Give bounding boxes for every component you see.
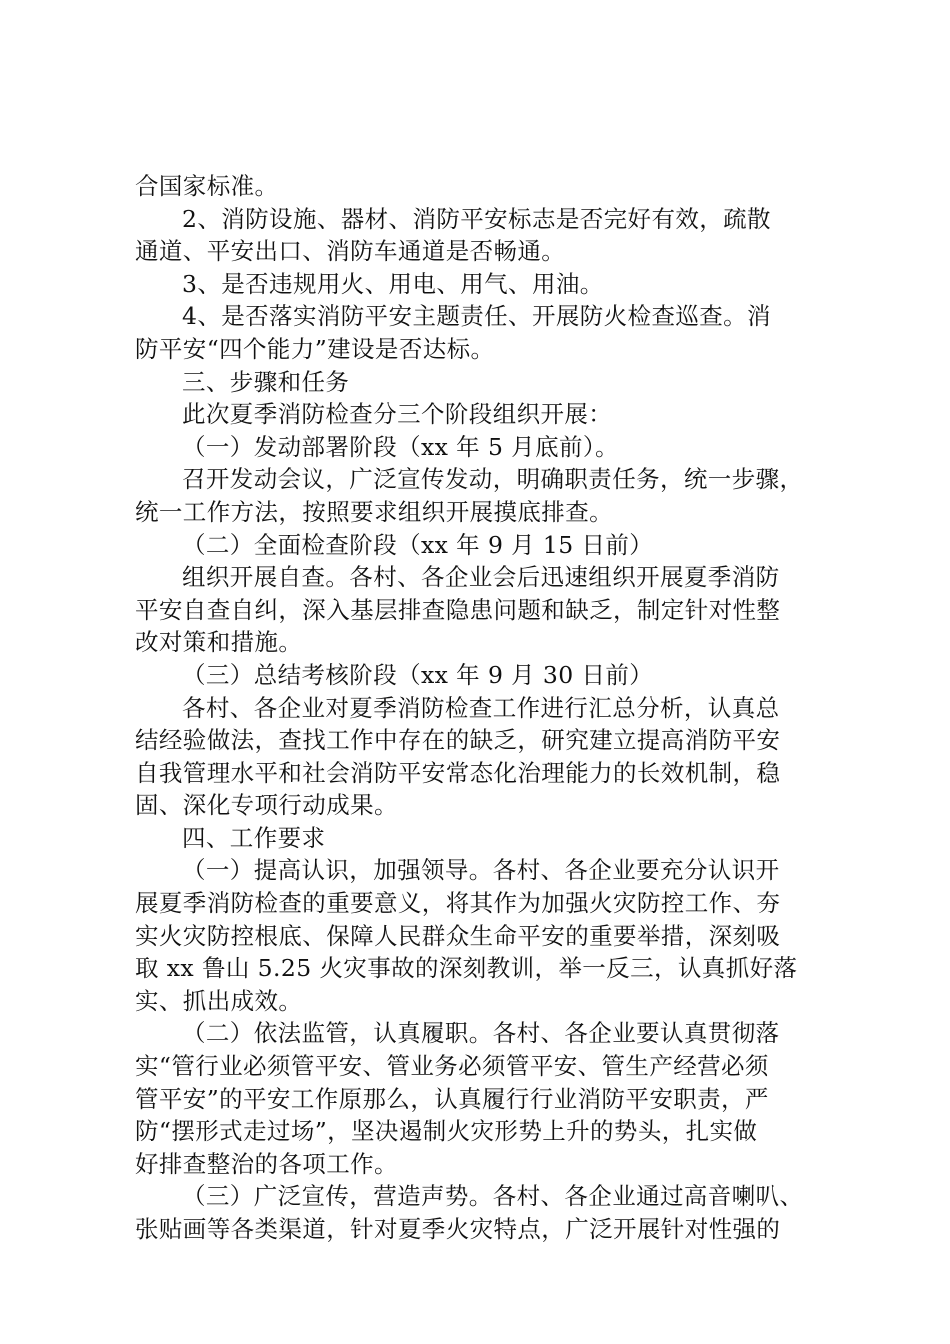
text-line: 通道、平安出口、消防车通道是否畅通。 — [135, 237, 566, 266]
text-line: 改对策和措施。 — [135, 628, 303, 657]
text-line: 好排查整治的各项工作。 — [135, 1149, 398, 1178]
text-line: 四、工作要求 — [182, 823, 326, 852]
text-line: 3、是否违规用火、用电、用气、用油。 — [182, 269, 604, 298]
text-line: 实“管行业必须管平安、管业务必须管平安、管生产经营必须 — [135, 1052, 769, 1081]
text-line: 合国家标准。 — [135, 172, 279, 200]
text-line: 防平安“四个能力”建设是否达标。 — [135, 334, 495, 363]
text-line: 实火灾防控根底、保障人民群众生命平安的重要举措，深刻吸 — [135, 921, 781, 950]
text-line: 召开发动会议，广泛宣传发动，明确职责任务，统一步骤， — [182, 465, 804, 494]
text-line: 平安自查自纠，深入基层排查隐患问题和缺乏，制定针对性整 — [135, 595, 781, 624]
document-body — [135, 170, 825, 1246]
text-line: 防“摆形式走过场”，坚决遏制火灾形势上升的势头，扎实做 — [135, 1117, 758, 1146]
text-line: 展夏季消防检查的重要意义，将其作为加强火灾防控工作、夯 — [135, 889, 781, 918]
text-line: 组织开展自查。各村、各企业会后迅速组织开展夏季消防 — [182, 563, 780, 592]
text-line: 实、抓出成效。 — [135, 986, 303, 1015]
text-line: 自我管理水平和社会消防平安常态化治理能力的长效机制，稳 — [135, 758, 781, 787]
text-line: 2、消防设施、器材、消防平安标志是否完好有效，疏散 — [182, 204, 771, 233]
text-line: （二）全面检查阶段（xx 年 9 月 15 日前） — [182, 530, 654, 559]
text-line: 结经验做法，查找工作中存在的缺乏，研究建立提高消防平安 — [135, 726, 781, 755]
text-line: 取 xx 鲁山 5.25 火灾事故的深刻教训，举一反三，认真抓好落 — [135, 954, 798, 983]
text-line: （二）依法监管，认真履职。各村、各企业要认真贯彻落 — [182, 1019, 780, 1048]
text-line: 4、是否落实消防平安主题责任、开展防火检查巡查。消 — [182, 302, 771, 331]
text-line: （一）发动部署阶段（xx 年 5 月底前）。 — [182, 432, 619, 461]
text-line: （三）总结考核阶段（xx 年 9 月 30 日前） — [182, 660, 654, 689]
text-line: 统一工作方法，按照要求组织开展摸底排查。 — [135, 497, 613, 526]
text-line: 此次夏季消防检查分三个阶段组织开展： — [182, 400, 613, 429]
text-line: 三、步骤和任务 — [182, 367, 350, 396]
text-line: （一）提高认识，加强领导。各村、各企业要充分认识开 — [182, 856, 780, 885]
text-line: 张贴画等各类渠道，针对夏季火灾特点，广泛开展针对性强的 — [135, 1215, 781, 1243]
text-line: （三）广泛宣传，营造声势。各村、各企业通过高音喇叭、 — [182, 1182, 804, 1211]
text-line: 管平安”的平安工作原那么，认真履行行业消防平安职责，严 — [135, 1084, 769, 1113]
text-line: 各村、各企业对夏季消防检查工作进行汇总分析，认真总 — [182, 693, 780, 722]
text-line: 固、深化专项行动成果。 — [135, 791, 398, 820]
